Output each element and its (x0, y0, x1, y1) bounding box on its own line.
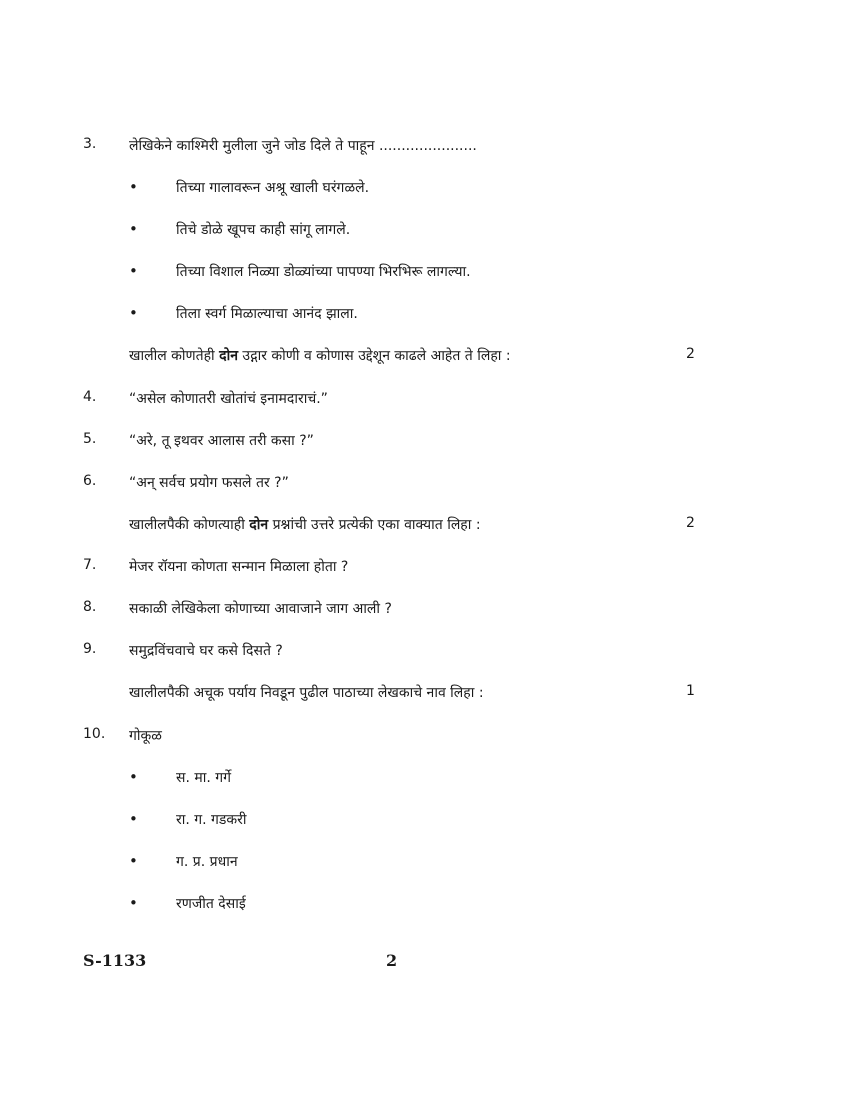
question-number: 10. (83, 726, 106, 742)
question-text: लेखिकेने काश्मिरी मुलीला जुने जोड दिले ते पाहून ...................... (129, 138, 477, 154)
option-text: तिच्या विशाल निळ्या डोळ्यांच्या पापण्या भिरभिरू लागल्या. (176, 264, 471, 280)
question-number: 7. (83, 557, 97, 573)
question-number: 9. (83, 641, 97, 657)
option-text: तिला स्वर्ग मिळाल्याचा आनंद झाला. (176, 306, 358, 322)
question-text: सकाळी लेखिकेला कोणाच्या आवाजाने जाग आली ? (129, 601, 392, 617)
bullet-icon: • (129, 220, 138, 238)
question-text: “असेल कोणातरी खोतांचं इनामदाराचं.” (129, 391, 328, 407)
paper-code: S-1133 (83, 951, 147, 970)
question-number: 6. (83, 473, 97, 489)
option-text: ग. प्र. प्रधान (176, 854, 238, 870)
bullet-icon: • (129, 178, 138, 196)
instruction-text: उद्गार कोणी व कोणास उद्देशून काढले आहेत ते लिहा : (237, 348, 511, 364)
instruction-text: प्रश्नांची उत्तरे प्रत्येकी एका वाक्यात लिहा : (268, 517, 481, 533)
page-number: 2 (386, 951, 398, 970)
marks-value: 1 (686, 683, 695, 699)
bullet-icon: • (129, 304, 138, 322)
option-text: रा. ग. गडकरी (176, 812, 247, 828)
bullet-icon: • (129, 852, 138, 870)
question-number: 8. (83, 599, 97, 615)
section-instruction: खालीलपैकी अचूक पर्याय निवडून पुढील पाठाच्या लेखकाचे नाव लिहा : (129, 685, 484, 701)
section-instruction (129, 346, 511, 365)
question-number: 3. (83, 136, 97, 152)
question-text: समुद्रविंचवाचे घर कसे दिसते ? (129, 643, 283, 659)
section-instruction (129, 515, 481, 534)
option-text: तिच्या गालावरून अश्रू खाली घरंगळले. (176, 180, 370, 196)
instruction-text: खालील कोणतेही (129, 348, 220, 364)
marks-value: 2 (686, 346, 695, 362)
marks-value: 2 (686, 515, 695, 531)
bullet-icon: • (129, 810, 138, 828)
question-text: मेजर रॉयना कोणता सन्मान मिळाला होता ? (129, 559, 349, 575)
question-number: 4. (83, 389, 97, 405)
question-number: 5. (83, 431, 97, 447)
option-text: रणजीत देसाई (176, 896, 246, 912)
bullet-icon: • (129, 894, 138, 912)
instruction-emphasis: दोन (249, 517, 269, 533)
instruction-emphasis: दोन (219, 348, 238, 364)
option-text: स. मा. गर्गे (176, 770, 232, 786)
bullet-icon: • (129, 768, 138, 786)
question-text: गोकूळ (129, 728, 162, 744)
bullet-icon: • (129, 262, 138, 280)
question-text: “अन् सर्वच प्रयोग फसले तर ?” (129, 475, 289, 491)
instruction-text: खालीलपैकी कोणत्याही (129, 517, 250, 533)
option-text: तिचे डोळे खूपच काही सांगू लागले. (176, 222, 351, 238)
question-text: “अरे, तू इथवर आलास तरी कसा ?” (129, 433, 314, 449)
